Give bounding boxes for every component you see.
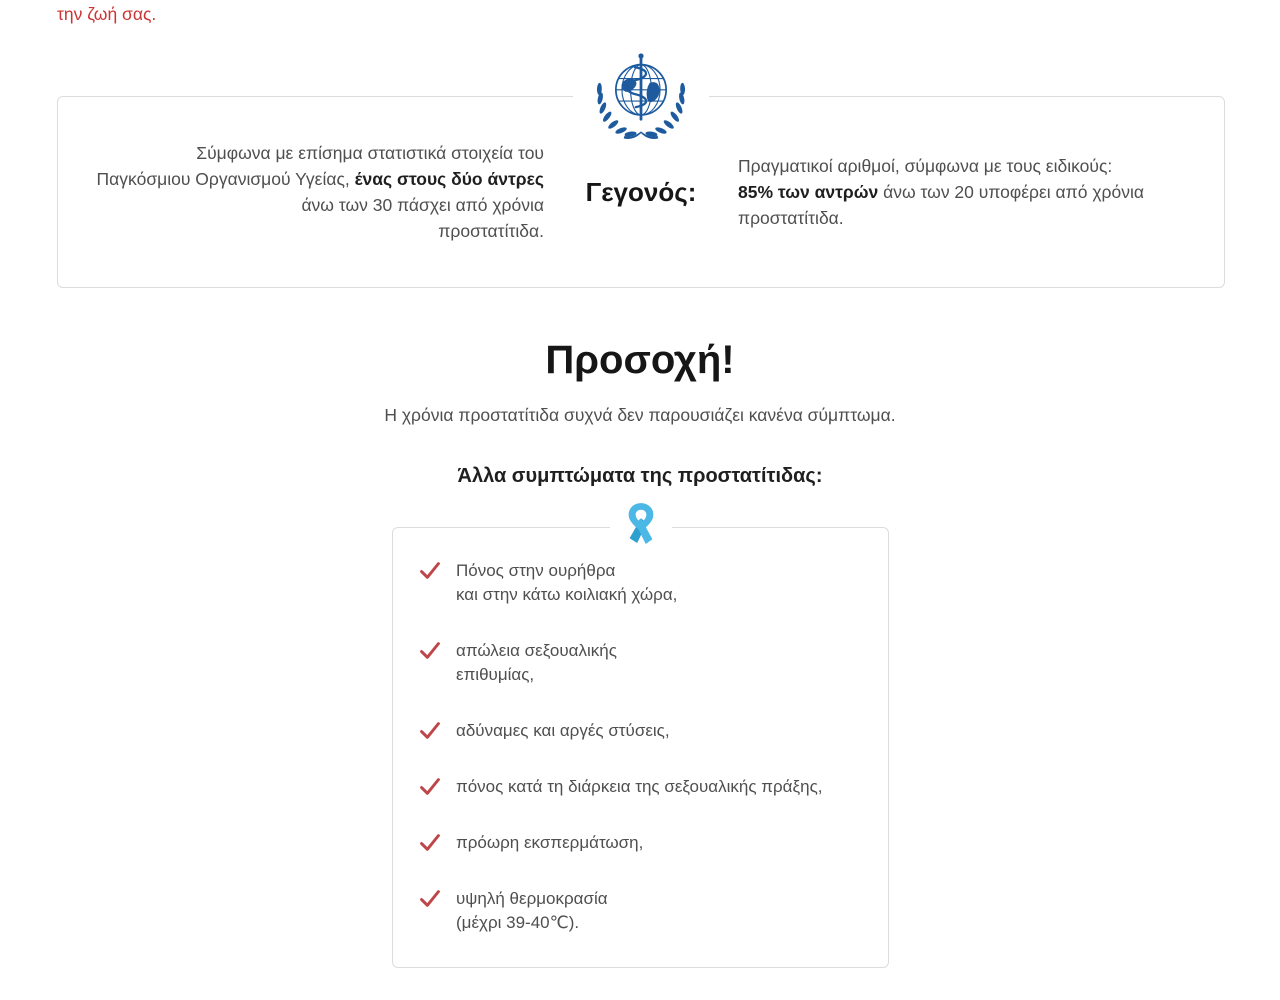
symptom-line: πρόωρη εκσπερμάτωση, bbox=[456, 833, 644, 852]
fact-right-text bbox=[738, 153, 1158, 231]
checkmark-icon bbox=[420, 778, 440, 796]
checkmark-icon bbox=[420, 562, 440, 580]
symptom-line: επιθυμίας, bbox=[456, 665, 535, 684]
fact-left-line4: προστατίτιδα. bbox=[438, 221, 544, 241]
symptom-item bbox=[420, 887, 864, 935]
symptom-line: πόνος κατά τη διάρκεια της σεξουαλικής πράξης, bbox=[456, 777, 823, 796]
symptom-line: (μέχρι 39-40℃). bbox=[456, 913, 580, 932]
fact-right-line3: προστατίτιδα. bbox=[738, 208, 844, 228]
symptom-item bbox=[420, 639, 864, 687]
attention-subtitle: Η χρόνια προστατίτιδα συχνά δεν παρουσιάζει κανένα σύμπτωμα. bbox=[384, 405, 896, 425]
symptom-line: αδύναμες και αργές στύσεις, bbox=[456, 721, 670, 740]
symptom-line: και στην κάτω κοιλιακή χώρα, bbox=[456, 585, 678, 604]
symptoms-checklist-box bbox=[392, 527, 889, 968]
symptom-item bbox=[420, 831, 864, 855]
symptom-line: απώλεια σεξουαλικής bbox=[456, 641, 617, 660]
checkmark-icon bbox=[420, 834, 440, 852]
symptom-item bbox=[420, 559, 864, 607]
checkmark-icon bbox=[420, 890, 440, 908]
fact-right-line2: άνω των 20 υποφέρει από χρόνια bbox=[878, 182, 1144, 202]
attention-title: Προσοχή! bbox=[545, 338, 735, 382]
fact-left-bold: ένας στους δύο άντρες bbox=[354, 169, 544, 189]
fact-left-line3: άνω των 30 πάσχει από χρόνια bbox=[301, 195, 544, 215]
fact-box bbox=[57, 96, 1225, 288]
symptom-item bbox=[420, 775, 864, 799]
awareness-ribbon-icon bbox=[610, 502, 672, 546]
who-logo bbox=[573, 46, 709, 156]
fact-right-line1: Πραγματικοί αριθμοί, σύμφωνα με τους ειδικούς: bbox=[738, 156, 1113, 176]
fact-label: Γεγονός: bbox=[585, 176, 697, 207]
checkmark-icon bbox=[420, 722, 440, 740]
symptom-line: υψηλή θερμοκρασία bbox=[456, 889, 608, 908]
fact-left-line2: Παγκόσμιου Οργανισμού Υγείας, bbox=[96, 169, 355, 189]
symptom-item bbox=[420, 719, 864, 743]
checkmark-icon bbox=[420, 642, 440, 660]
fact-right-bold: 85% των αντρών bbox=[738, 182, 879, 202]
symptoms-heading: Άλλα συμπτώματα της προστατίτιδας: bbox=[457, 465, 823, 487]
top-trailing-text: την ζωή σας. bbox=[57, 4, 157, 24]
fact-left-line1: Σύμφωνα με επίσημα στατιστικά στοιχεία του bbox=[196, 143, 544, 163]
fact-left-text bbox=[84, 140, 544, 244]
symptom-line: Πόνος στην ουρήθρα bbox=[456, 561, 616, 580]
